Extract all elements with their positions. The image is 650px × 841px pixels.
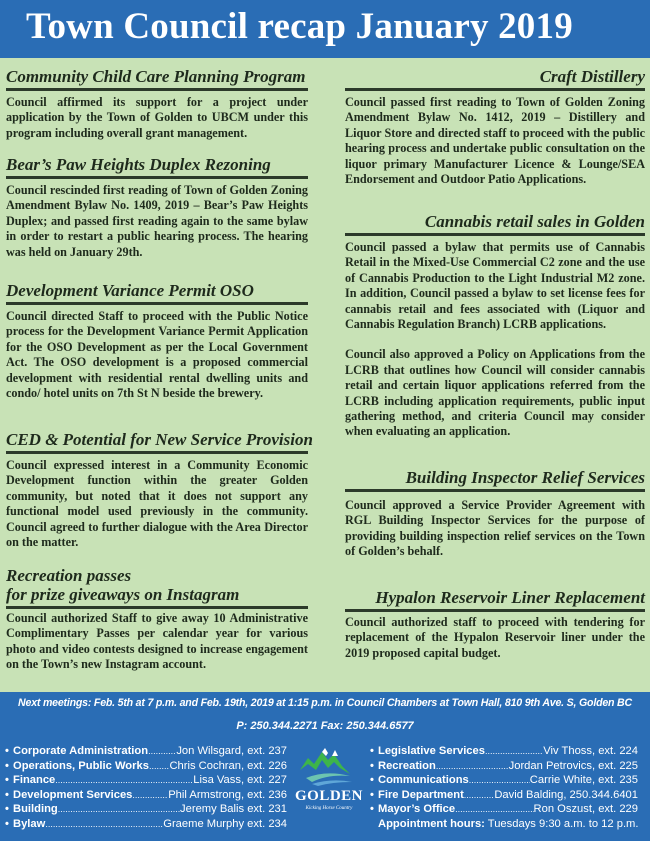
section-paragraph: Council passed first reading to Town of Golden Zoning Amendment Bylaw No. 1412, 2019 – Distillery and Liquor Store and directed staff to proceed with the public hearing process and undertake public consultation on the liquor primary Manufacturer Licence & Lounge/SEA Endorsement and Outdoor Patio Applications. <box>345 95 645 187</box>
contact-row <box>5 744 287 759</box>
bullet: • <box>370 745 374 757</box>
footer <box>0 692 650 841</box>
bullet: • <box>370 803 374 816</box>
section-bears-paw <box>6 155 308 260</box>
section-paragraph: Council authorized staff to proceed with tendering for replacement of the Hypalon Reservoir liner under the 2019 proposed capital budget. <box>345 615 645 660</box>
section-title-line1: Recreation passes <box>6 566 132 585</box>
section-paragraph: Council expressed interest in a Community Economic Development function within the greater Golden community, but noted that it does not support any functional model used previously in the community. Council agreed to further dialogue with the Area Director on the matter. <box>6 458 308 550</box>
contacts-right <box>370 744 638 832</box>
leader-dots <box>148 744 176 759</box>
leader-dots <box>55 773 193 788</box>
section-title: Hypalon Reservoir Liner Replacement <box>345 588 645 612</box>
leader-dots <box>464 788 495 803</box>
section-cannabis <box>345 212 645 440</box>
appointment-label: Appointment hours: <box>378 817 485 830</box>
section-recreation-passes <box>6 566 308 673</box>
contacts-left <box>5 744 287 832</box>
contact-dept: Corporate Administration <box>13 745 149 757</box>
contact-dept: Recreation <box>378 759 436 772</box>
section-title: Cannabis retail sales in Golden <box>345 212 645 236</box>
section-body <box>345 498 645 560</box>
contact-row <box>370 759 638 774</box>
leader-dots <box>58 802 180 817</box>
leader-dots <box>149 759 170 774</box>
leader-dots <box>455 802 533 817</box>
contact-person: Carrie White, ext. 235 <box>529 774 638 787</box>
section-title: Community Child Care Planning Program <box>6 67 308 91</box>
phone-fax: P: 250.344.2271 Fax: 250.344.6577 <box>236 720 414 732</box>
appointment-hours <box>370 817 638 832</box>
section-dvp-oso <box>6 281 308 401</box>
section-title: Craft Distillery <box>345 67 645 91</box>
contact-row <box>5 802 287 817</box>
section-body <box>345 95 645 187</box>
contact-person: Phil Armstrong, ext. 236 <box>168 788 287 801</box>
contact-row <box>370 788 638 803</box>
section-title: Development Variance Permit OSO <box>6 281 308 305</box>
section-paragraph: Council also approved a Policy on Applications from the LCRB that outlines how Council will consider cannabis retail and certain liquor applications referred from the LCRB including application requirements, public input gathering method, and criteria Council may consider when evaluating an application. <box>345 347 645 439</box>
logo-wordmark: GOLDEN <box>294 788 363 804</box>
section-title: CED & Potential for New Service Provision <box>6 430 308 454</box>
contact-dept: Building <box>13 803 58 816</box>
contact-person: Graeme Murphy ext. 234 <box>163 817 287 830</box>
bullet: • <box>5 788 9 801</box>
appointment-value: Tuesdays 9:30 a.m. to 12 p.m. <box>484 817 639 830</box>
leader-dots <box>469 773 530 788</box>
bullet: • <box>5 774 9 787</box>
section-body <box>6 183 308 260</box>
contact-dept: Mayor’s Office <box>378 803 456 816</box>
leader-dots <box>45 817 163 832</box>
contact-dept: Fire Department <box>378 788 464 801</box>
contact-person: Lisa Vass, ext. 227 <box>193 774 287 787</box>
section-title: Bear’s Paw Heights Duplex Rezoning <box>6 155 308 179</box>
contact-person: Jordan Petrovics, ext. 225 <box>508 759 638 772</box>
contact-row <box>5 773 287 788</box>
contact-person: Ron Oszust, ext. 229 <box>533 803 638 816</box>
section-body <box>6 458 308 550</box>
leader-dots <box>485 744 543 759</box>
bullet: • <box>5 759 9 772</box>
section-ced <box>6 430 313 550</box>
bullet: • <box>370 774 374 787</box>
section-body <box>6 611 308 673</box>
contact-person: Chris Cochran, ext. 226 <box>169 759 287 772</box>
section-body <box>345 240 645 440</box>
contact-row <box>5 788 287 803</box>
contact-person: Viv Thoss, ext. 224 <box>543 745 638 757</box>
section-hypalon <box>345 588 645 661</box>
contact-row <box>370 744 638 759</box>
bullet: • <box>5 745 9 757</box>
leader-dots <box>436 759 509 774</box>
section-paragraph: Council passed a bylaw that permits use of Cannabis Retail in the Mixed-Use Commercial C2 zone and the use of Cannabis Production to the Light Industrial M2 zone. In addition, Council passed a bylaw to set license fees for cannabis retail and fees associated with (Liquor and Cannabis Regulation Branch) LCRB applications. <box>345 240 645 332</box>
contact-dept: Operations, Public Works <box>13 759 149 772</box>
contact-dept: Bylaw <box>13 817 46 830</box>
contact-person: Jeremy Balis ext. 231 <box>180 803 287 816</box>
section-title: Building Inspector Relief Services <box>345 468 645 492</box>
contact-row <box>5 817 287 832</box>
contact-dept: Communications <box>378 774 469 787</box>
section-body <box>6 95 308 141</box>
contact-person: David Balding, 250.344.6401 <box>494 788 638 801</box>
bullet: • <box>5 817 9 830</box>
town-of-golden-logo <box>292 744 366 834</box>
section-title: for prize giveaways on Instagram <box>6 585 308 609</box>
next-meetings: Next meetings: Feb. 5th at 7 p.m. and Feb. 19th, 2019 at 1:15 p.m. in Council Chambers at Town Hall, 810 9th Ave. S, Golden BC <box>18 697 632 709</box>
logo-tagline: Kicking Horse Country <box>305 806 353 811</box>
contact-dept: Legislative Services <box>378 745 485 757</box>
contact-row <box>370 773 638 788</box>
section-craft-distillery <box>345 67 645 187</box>
section-paragraph: Council affirmed its support for a project under application by the Town of Golden to UBCM under this program including overall grant management. <box>6 95 308 140</box>
section-building-inspector <box>345 468 645 560</box>
page-title: Town Council recap January 2019 <box>26 6 573 47</box>
section-body <box>6 309 308 401</box>
bullet: • <box>5 803 9 816</box>
bullet: • <box>370 788 374 801</box>
bullet: • <box>370 759 374 772</box>
section-body <box>345 615 645 661</box>
header-banner <box>0 0 650 58</box>
contact-row <box>370 802 638 817</box>
contact-dept: Development Services <box>13 788 133 801</box>
contact-row <box>5 759 287 774</box>
section-child-care <box>6 67 308 141</box>
section-paragraph: Council directed Staff to proceed with the Public Notice process for the Development Variance Permit Application for the OSO Development as per the Local Government Act. The OSO development is a proposed commercial development with residential rental dwelling units and condo/ hotel units on 7th St N beside the brewery. <box>6 309 308 401</box>
section-paragraph: Council authorized Staff to give away 10 Administrative Complimentary Passes per calendar year for various photo and video contests designed to increase engagement on the Town’s new Instagram account. <box>6 611 308 672</box>
section-paragraph: Council rescinded first reading of Town of Golden Zoning Amendment Bylaw No. 1409, 2019 – Bear’s Paw Heights Duplex; and passed first reading again to the same bylaw in order to restart a public hearing process. The hearing was held on January 29th. <box>6 183 308 259</box>
section-paragraph: Council approved a Service Provider Agreement with RGL Building Inspector Services for the purpose of providing building inspection relief services on the Town of Golden’s behalf. <box>345 498 645 559</box>
leader-dots <box>132 788 168 803</box>
contact-dept: Finance <box>13 774 56 787</box>
contact-person: Jon Wilsgard, ext. 237 <box>176 745 287 757</box>
mountain-logo-icon <box>292 744 366 790</box>
